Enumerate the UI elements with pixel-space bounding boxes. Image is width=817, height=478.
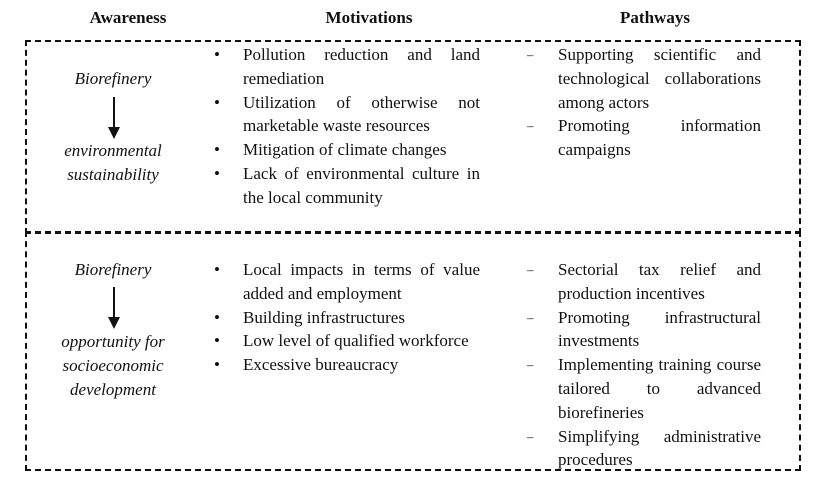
list-item: – Implementing training course tailored to advanced biorefineries xyxy=(527,353,761,424)
list-item: • Building infrastructures xyxy=(212,306,480,330)
awareness-2-line-2: socioeconomic xyxy=(62,356,164,375)
list-item: • Lack of environmental culture in the local community xyxy=(212,162,480,210)
awareness-2-bottom xyxy=(38,330,188,402)
header-motivations: Motivations xyxy=(325,8,413,27)
list-item: • Excessive bureaucracy xyxy=(212,353,480,377)
awareness-2-line-3: development xyxy=(70,380,156,399)
list-item: • Utilization of otherwise not marketable waste resources xyxy=(212,91,480,139)
motivations-list-1 xyxy=(212,43,480,210)
list-item: – Supporting scientific and technological collaborations among actors xyxy=(527,43,761,114)
motivations-list-2 xyxy=(212,258,480,377)
pathways-list-1 xyxy=(527,43,761,162)
awareness-2-line-1: opportunity for xyxy=(61,332,165,351)
down-arrow-icon xyxy=(106,96,122,140)
list-item: • Pollution reduction and land remediation xyxy=(212,43,480,91)
list-item: • Local impacts in terms of value added and employment xyxy=(212,258,480,306)
awareness-1-bottom xyxy=(38,139,188,187)
list-item: – Sectorial tax relief and production incentives xyxy=(527,258,761,306)
down-arrow-icon xyxy=(106,286,122,330)
awareness-1-line-2: sustainability xyxy=(67,165,159,184)
awareness-1-line-1: environmental xyxy=(64,141,162,160)
list-item: – Promoting infrastructural investments xyxy=(527,306,761,354)
list-item: • Low level of qualified workforce xyxy=(212,329,480,353)
list-item: • Mitigation of climate changes xyxy=(212,138,480,162)
header-pathways: Pathways xyxy=(620,8,690,27)
header-awareness: Awareness xyxy=(89,8,167,27)
list-item: – Simplifying administrative procedures xyxy=(527,425,761,473)
awareness-2-top: Biorefinery xyxy=(74,260,152,279)
awareness-1-top: Biorefinery xyxy=(74,69,152,88)
pathways-list-2 xyxy=(527,258,761,472)
list-item: – Promoting information campaigns xyxy=(527,114,761,162)
